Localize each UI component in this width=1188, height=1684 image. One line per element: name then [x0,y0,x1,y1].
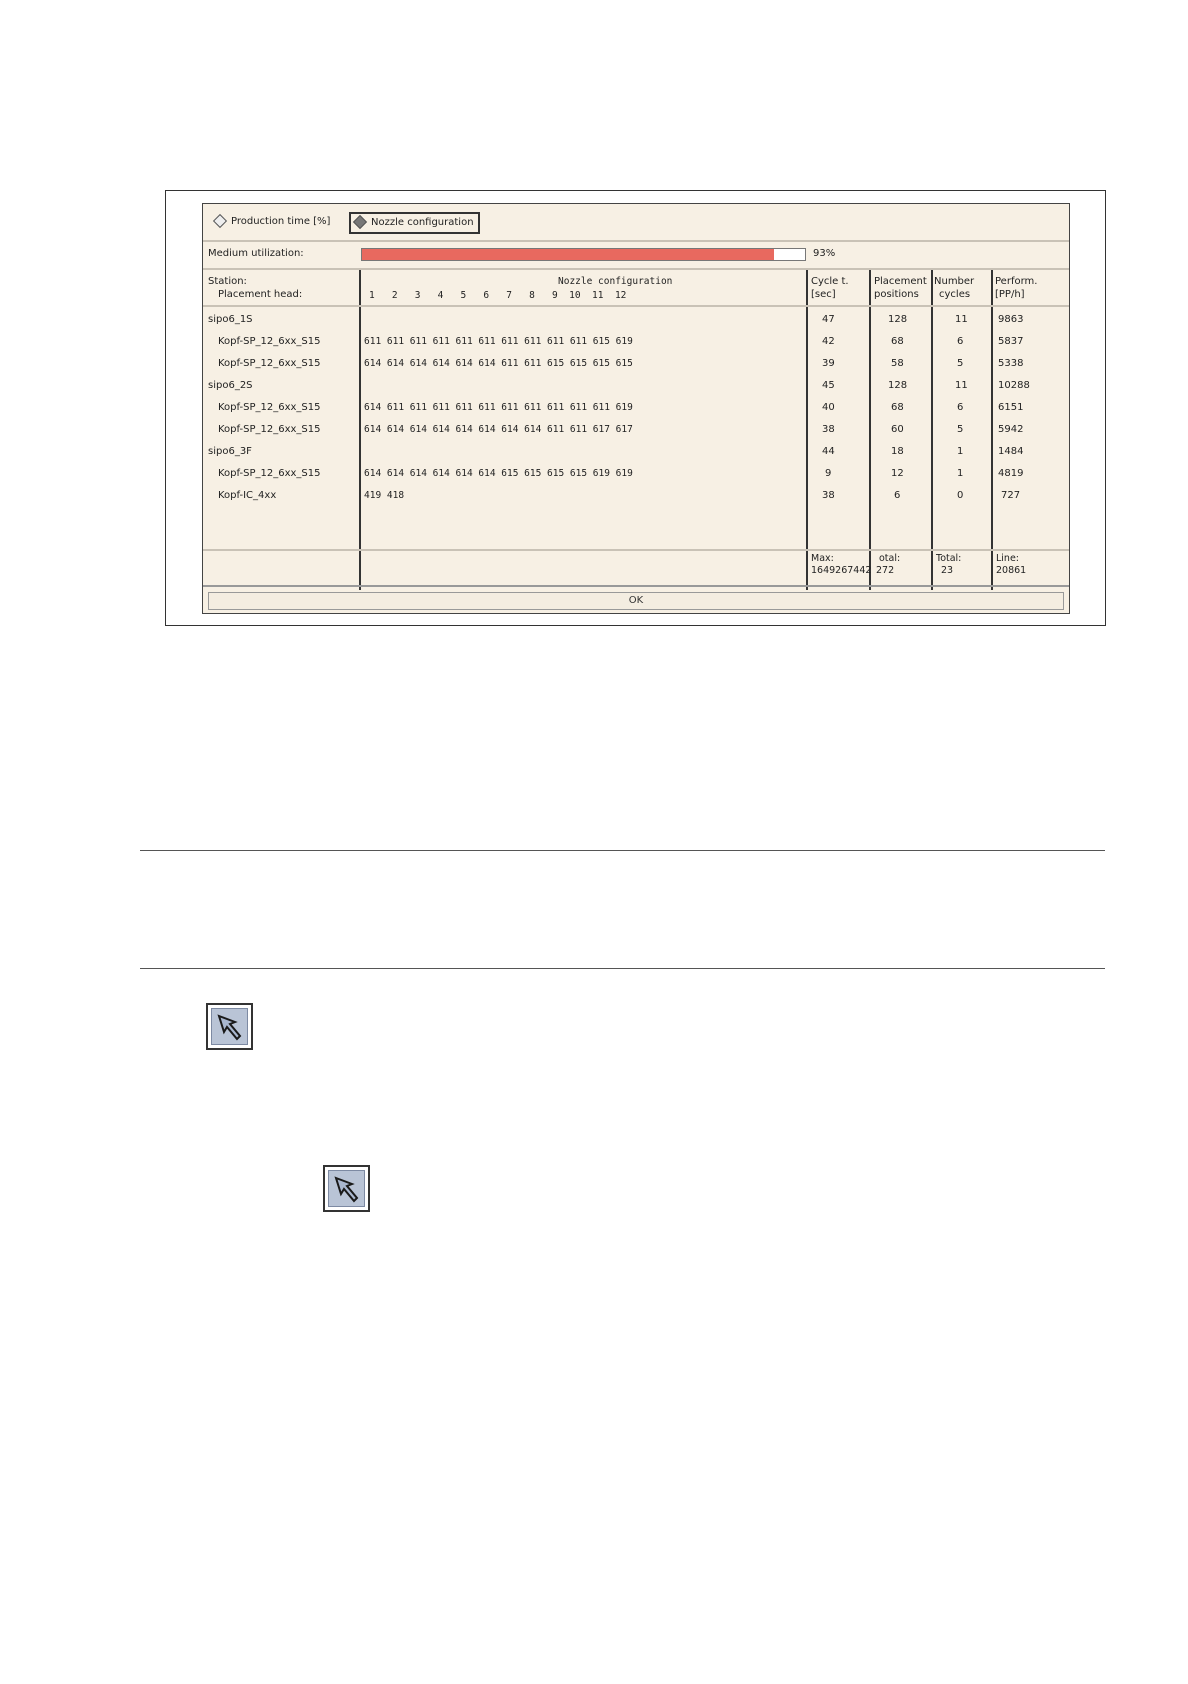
footer-max-label: Max: [811,553,834,564]
cycle-time: 44 [822,446,835,457]
placement-positions: 58 [891,358,904,369]
view-selector [203,204,1069,242]
cycle-time: 45 [822,380,835,391]
placement-head-name: Kopf-IC_4xx [218,490,277,501]
placement-head-name: Kopf-SP_12_6xx_S15 [218,468,321,479]
header-placement: Placement [874,276,927,287]
nozzle-configuration-dialog [202,203,1070,614]
placement-positions: 60 [891,424,904,435]
footer-max-value: 1649267442 [811,565,872,576]
placement-positions: 6 [894,490,901,501]
placement-head-name: Kopf-SP_12_6xx_S15 [218,358,321,369]
cycle-time: 39 [822,358,835,369]
nozzle-values: 419 418 [364,490,405,501]
footer-line-value: 20861 [996,565,1027,576]
table-row[interactable] [203,468,1069,490]
radio-nozzle-configuration[interactable] [349,212,480,234]
table-row[interactable] [203,402,1069,424]
station-name: sipo6_3F [208,446,252,457]
number-cycles: 5 [957,424,964,435]
perform: 6151 [998,402,1024,413]
ok-button[interactable]: OK [208,592,1064,610]
cycle-time: 42 [822,336,835,347]
perform: 5338 [998,358,1024,369]
placement-positions: 18 [891,446,904,457]
header-nozzle-numbers: 1 2 3 4 5 6 7 8 9 10 11 12 [369,290,627,301]
table-row[interactable] [203,336,1069,358]
utilization-label: Medium utilization: [208,248,304,259]
placement-positions: 128 [888,380,908,391]
header-perform: Perform. [995,276,1038,287]
placement-positions: 12 [891,468,904,479]
perform: 1484 [998,446,1024,457]
nozzle-values: 611 611 611 611 611 611 611 611 611 611 615 619 [364,336,633,347]
perform: 5942 [998,424,1024,435]
number-cycles: 6 [957,402,964,413]
number-cycles: 1 [957,446,964,457]
divider-line [140,850,1105,851]
header-cycle-time: Cycle t. [811,276,849,287]
table-row[interactable] [203,314,1069,336]
placement-positions: 128 [888,314,908,325]
footer-total-cycles: 23 [941,565,954,576]
header-number: Number [934,276,975,287]
utilization-bar-fill [362,249,774,260]
nozzle-values: 614 611 611 611 611 611 611 611 611 611 611 619 [364,402,633,413]
placement-positions: 68 [891,336,904,347]
perform: 727 [1001,490,1021,501]
cycle-time: 40 [822,402,835,413]
number-cycles: 0 [957,490,964,501]
table-row[interactable] [203,380,1069,402]
footer-total-positions: 272 [876,565,895,576]
cycle-time: 38 [822,490,835,501]
radio-diamond-icon [213,214,227,228]
nozzle-values: 614 614 614 614 614 614 611 611 615 615 615 615 [364,358,633,369]
footer-line-label: Line: [996,553,1019,564]
number-cycles: 11 [955,314,968,325]
radio-nozzle-configuration-label: Nozzle configuration [371,217,474,228]
cursor-arrow-icon [328,1170,365,1207]
number-cycles: 1 [957,468,964,479]
nozzle-values: 614 614 614 614 614 614 615 615 615 615 619 619 [364,468,633,479]
number-cycles: 6 [957,336,964,347]
radio-production-time[interactable] [211,212,334,232]
placement-head-name: Kopf-SP_12_6xx_S15 [218,402,321,413]
header-perform-unit: [PP/h] [995,289,1025,300]
station-name: sipo6_1S [208,314,253,325]
cycle-time: 9 [825,468,832,479]
header-cycles: cycles [939,289,971,300]
header-station: Station: [208,276,247,287]
station-name: sipo6_2S [208,380,253,391]
perform: 9863 [998,314,1024,325]
cursor-arrow-button[interactable] [323,1165,370,1212]
placement-positions: 68 [891,402,904,413]
number-cycles: 5 [957,358,964,369]
radio-diamond-icon [353,215,367,229]
cursor-arrow-button[interactable] [206,1003,253,1050]
utilization-bar [361,248,806,261]
cursor-arrow-icon [211,1008,248,1045]
placement-head-name: Kopf-SP_12_6xx_S15 [218,336,321,347]
cycle-time: 38 [822,424,835,435]
table-row[interactable] [203,424,1069,446]
perform: 5837 [998,336,1024,347]
header-nozzle-configuration: Nozzle configuration [558,276,673,287]
radio-production-time-label: Production time [%] [231,216,331,227]
footer-total-label: Total: [936,553,962,564]
cycle-time: 47 [822,314,835,325]
divider-line [140,968,1105,969]
footer-total-label-partial: otal: [879,553,901,564]
header-cycle-unit: [sec] [811,289,836,300]
utilization-row [203,242,1069,270]
header-positions: positions [874,289,919,300]
perform: 4819 [998,468,1024,479]
number-cycles: 11 [955,380,968,391]
table-row[interactable] [203,490,1069,512]
table-row[interactable] [203,358,1069,380]
header-separator [203,305,1069,307]
footer-separator [203,549,1069,551]
placement-head-name: Kopf-SP_12_6xx_S15 [218,424,321,435]
table-row[interactable] [203,446,1069,468]
header-placement-head: Placement head: [218,289,303,300]
button-separator [203,585,1069,587]
perform: 10288 [998,380,1030,391]
nozzle-values: 614 614 614 614 614 614 614 614 611 611 617 617 [364,424,633,435]
utilization-percent: 93% [813,248,836,259]
